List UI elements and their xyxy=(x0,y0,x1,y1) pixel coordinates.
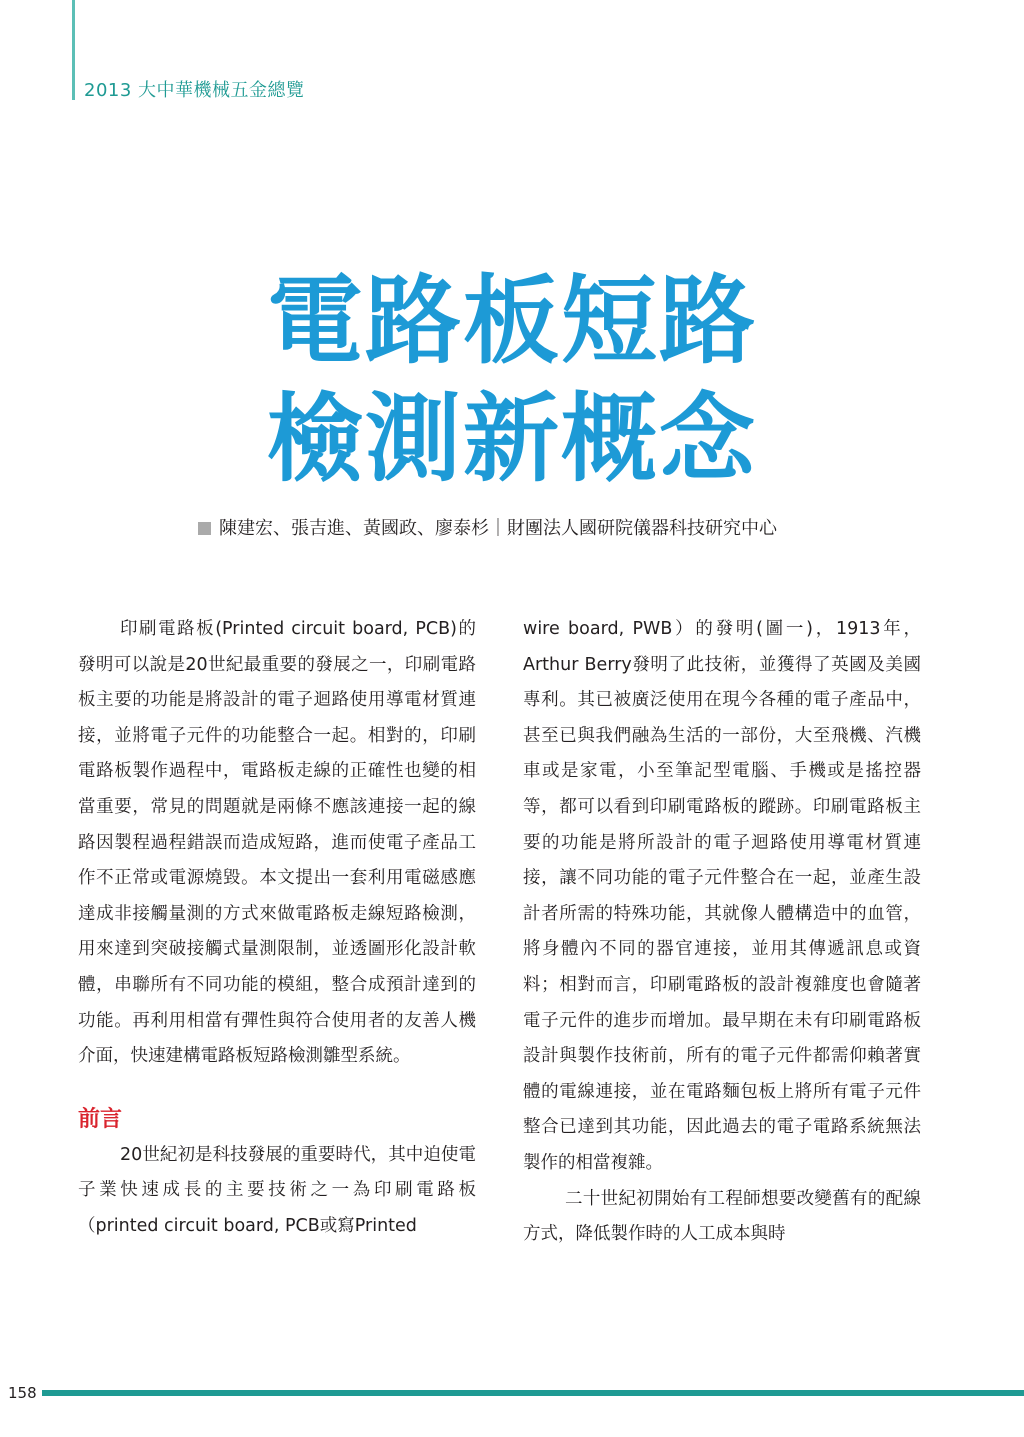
intro-paragraph-continued: wire board, PWB）的發明(圖一)，1913年，Arthur Berry發明了此技術，並獲得了英國及美國專利。其已被廣泛使用在現今各種的電子產品中，甚至已與我們融為生活的一部份，大至飛機、汽機車或是家電，小至筆記型電腦、手機或是搖控器等，都可以看到印刷電路板的蹤跡。印刷電路板主要的功能是將所設計的電子迴路使用導電材質連接，讓不同功能的電子元件整合在一起，並產生設計者所需的特殊功能，其就像人體構造中的血管，將身體內不同的器官連接，並用其傳遞訊息或資料；相對而言，印刷電路板的設計複雜度也會隨著電子元件的進步而增加。最早期在未有印刷電路板設計與製作技術前，所有的電子元件都需仰賴著實體的電線連接，並在電路麵包板上將所有電子元件整合已達到其功能，因此過去的電子電路系統無法製作的相當複雜。 xyxy=(523,619,921,1173)
intro-paragraph-start: 20世紀初是科技發展的重要時代，其中迫使電子業快速成長的主要技術之一為印刷電路板（printed circuit board, PCB或寫Printed xyxy=(78,1144,476,1236)
second-paragraph: 二十世紀初開始有工程師想要改變舊有的配線方式，降低製作時的人工成本與時 xyxy=(523,1188,921,1245)
running-header: 2013 大中華機械五金總覽 xyxy=(84,80,305,101)
author-list: 陳建宏、張吉進、黃國政、廖泰杉｜財團法人國研院儀器科技研究中心 xyxy=(219,518,777,539)
page-number: 158 xyxy=(8,1384,37,1402)
square-bullet-icon xyxy=(198,522,211,535)
section-heading: 前言 xyxy=(78,1106,123,1132)
article-title-line-2: 檢測新概念 xyxy=(267,383,757,495)
footer-rule xyxy=(42,1390,1024,1396)
header-accent-bar xyxy=(72,0,75,100)
article-title xyxy=(0,262,1024,498)
author-byline xyxy=(198,514,777,540)
abstract-paragraph: 印刷電路板(Printed circuit board, PCB)的發明可以說是20世紀最重要的發展之一，印刷電路板主要的功能是將設計的電子迴路使用導電材質連接，並將電子元件的功能整合一起。相對的，印刷電路板製作過程中，電路板走線的正確性也變的相當重要，常見的問題就是兩條不應該連接一起的線路因製程過程錯誤而造成短路，進而使電子產品工作不正常或電源燒毀。本文提出一套利用電磁感應達成非接觸量測的方式來做電路板走線短路檢測，用來達到突破接觸式量測限制，並透圖形化設計軟體，串聯所有不同功能的模組，整合成預計達到的功能。再利用相當有彈性與符合使用者的友善人機介面，快速建構電路板短路檢測雛型系統。 xyxy=(78,619,476,1067)
left-column xyxy=(78,612,476,1245)
article-title-line-1: 電路板短路 xyxy=(267,265,757,377)
right-column xyxy=(523,612,921,1253)
